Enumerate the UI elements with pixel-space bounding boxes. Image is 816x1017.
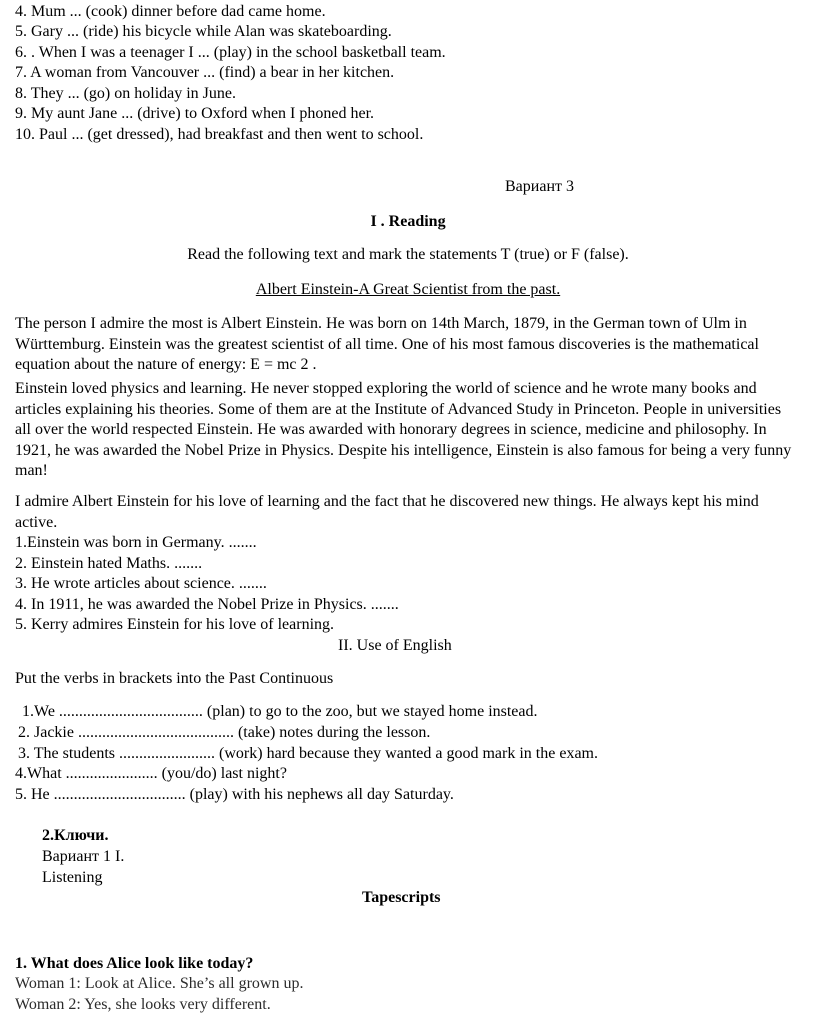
exercise-item: 4. Mum ... (cook) dinner before dad came home. — [15, 3, 326, 20]
reading-heading: I . Reading — [370, 213, 446, 230]
statement-item: 1.Einstein was born in Germany. ....... — [15, 534, 257, 551]
exercise-item: 7. A woman from Vancouver ... (find) a bear in her kitchen. — [15, 64, 395, 81]
variant-label: Вариант 3 — [505, 178, 574, 195]
exercise-item: 5. He ................................. (play) with his nephews all day Saturday. — [15, 786, 454, 803]
exercise-item: 1.We .................................... (plan) to go to the zoo, but we stayed home instead. — [22, 703, 538, 720]
exercise-item: 8. They ... (go) on holiday in June. — [15, 85, 237, 102]
reading-paragraph-3: I admire Albert Einstein for his love of learning and the fact that he discovered new things. He always kept his mind active. — [15, 493, 759, 531]
reading-instruction: Read the following text and mark the statements T (true) or F (false). — [187, 246, 629, 263]
reading-paragraph-1: The person I admire the most is Albert Einstein. He was born on 14th March, 1879, in the German town of Ulm in Württemburg. Einstein was the greatest scientist of all time. One of his most famous discoveries is the mathematical equation about the nature of energy: E = mc 2 . — [15, 315, 759, 374]
keys-variant: Вариант 1 I. — [42, 848, 125, 865]
text-title: Albert Einstein-A Great Scientist from the past. — [255, 281, 561, 298]
tapescript-line: Woman 1: Look at Alice. She’s all grown up. — [15, 975, 304, 992]
reading-paragraph-2: Einstein loved physics and learning. He never stopped exploring the world of science and he wrote many books and articles explaining his theories. Some of them are at the Institute of Advanced Study in Princeton. People in universities all over the world respected Einstein. He was awarded with honorary degrees in science, medicine and philosophy. In 1921, he was awarded the Nobel Prize in Physics. Despite his intelligence, Einstein is also famous for being a very funny man! — [15, 380, 792, 480]
exercise-item: 3. The students ........................ (work) hard because they wanted a good mark in the exam. — [18, 745, 598, 762]
statement-item: 2. Einstein hated Maths. ....... — [15, 555, 203, 572]
use-of-english-heading: II. Use of English — [338, 637, 452, 654]
tapescript-line: Woman 2: Yes, she looks very different. — [15, 996, 271, 1013]
tapescript-question: 1. What does Alice look like today? — [15, 955, 254, 972]
tapescripts-heading: Tapescripts — [362, 889, 441, 906]
exercise-item: 4.What ....................... (you/do) last night? — [15, 765, 287, 782]
exercise-item: 9. My aunt Jane ... (drive) to Oxford when I phoned her. — [15, 105, 375, 122]
use-of-english-instruction: Put the verbs in brackets into the Past Continuous — [15, 670, 334, 687]
statement-item: 5. Kerry admires Einstein for his love of learning. — [15, 616, 335, 633]
exercise-item: 5. Gary ... (ride) his bicycle while Alan was skateboarding. — [15, 23, 392, 40]
exercise-item: 10. Paul ... (get dressed), had breakfast and then went to school. — [15, 126, 424, 143]
keys-heading: 2.Ключи. — [42, 827, 109, 844]
exercise-item: 6. . When I was a teenager I ... (play) in the school basketball team. — [15, 44, 446, 61]
keys-listening: Listening — [42, 869, 103, 886]
statement-item: 3. He wrote articles about science. ....... — [15, 575, 267, 592]
statement-item: 4. In 1911, he was awarded the Nobel Prize in Physics. ....... — [15, 596, 399, 613]
exercise-item: 2. Jackie ....................................... (take) notes during the lesson. — [18, 724, 431, 741]
